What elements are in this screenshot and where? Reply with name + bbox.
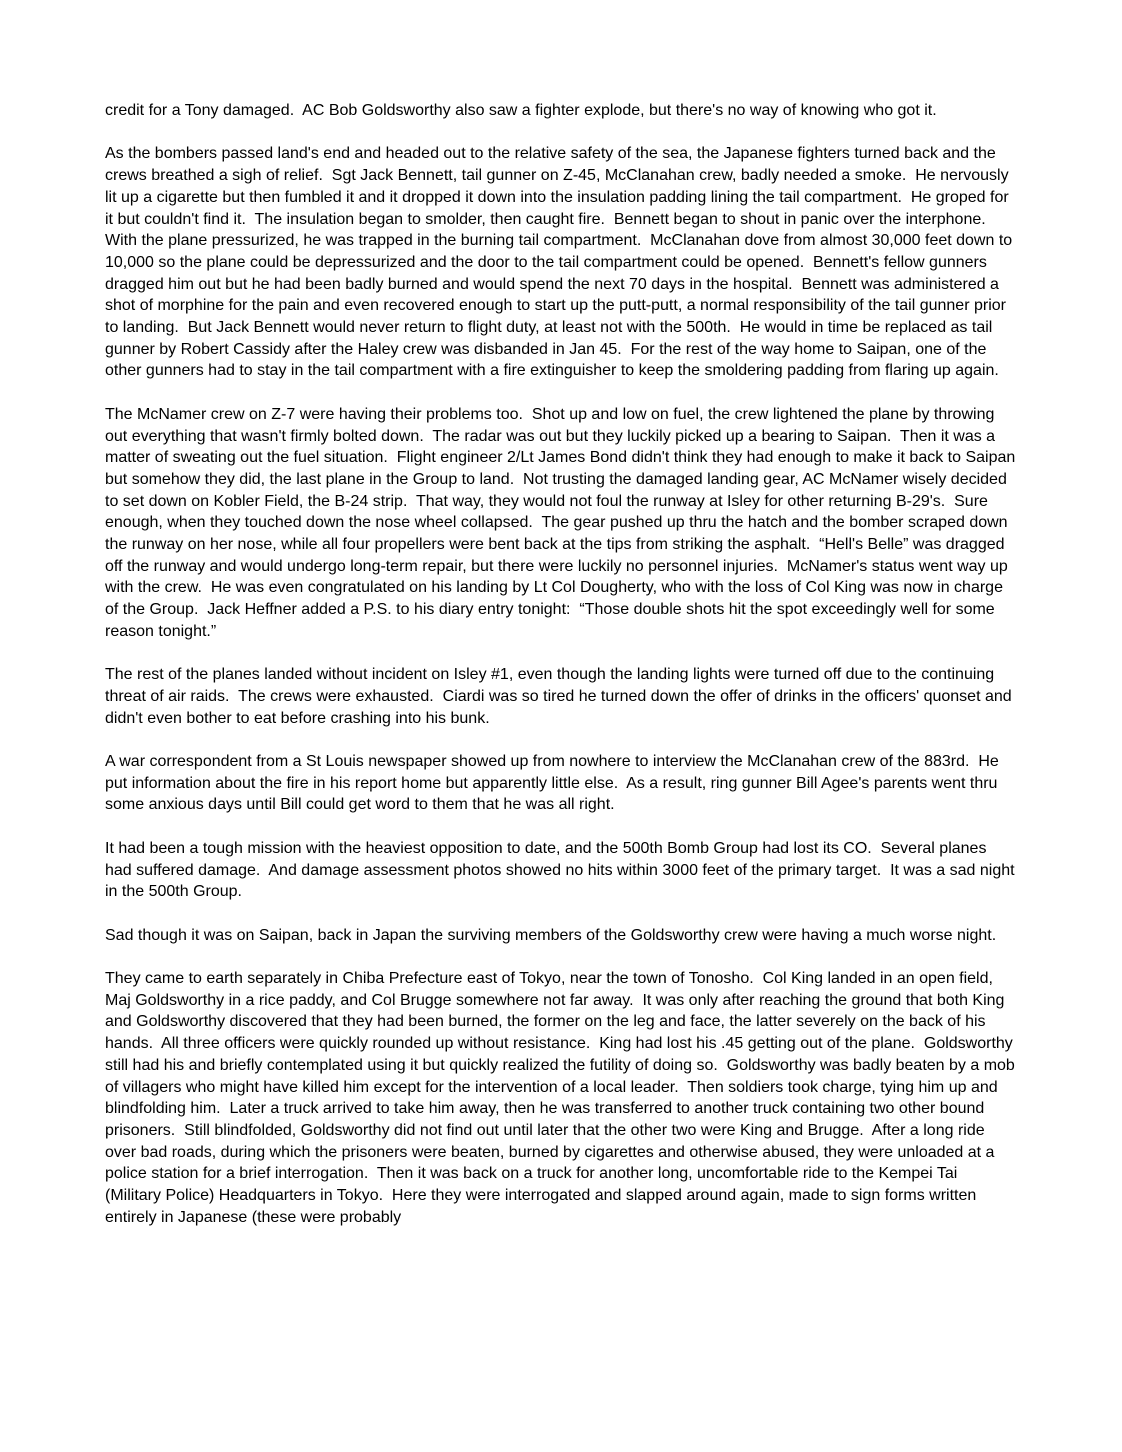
paragraph-bennett-fire: As the bombers passed land's end and headed out to the relative safety of the sea, the Japanese fighters turned back and the crews breathed a sigh of relief. Sgt Jack Bennett, tail gunner on Z-45, McClanahan crew, badly needed a smoke. He nervously lit up a cigarette but then fumbled it and it dropped it down into the insulation padding lining the tail compartment. He groped for it but couldn't find it. The insulation began to smolder, then caught fire. Bennett began to shout in panic over the interphone. With the plane pressurized, he was trapped in the burning tail compartment. McClanahan dove from almost 30,000 feet down to 10,000 so the plane could be depressurized and the door to the tail compartment could be opened. Bennett's fellow gunners dragged him out but he had been badly burned and would spend the next 70 days in the hospital. Bennett was administered a shot of morphine for the pain and even recovered enough to start up the putt-putt, a normal responsibility of the tail gunner prior to landing. But Jack Bennett would never return to flight duty, at least not with the 500th. He would in time be replaced as tail gunner by Robert Cassidy after the Haley crew was disbanded in Jan 45. For the rest of the way home to Saipan, one of the other gunners had to stay in the tail compartment with a fire extinguisher to keep the smoldering padding from flaring up again. — [105, 145, 1017, 380]
paragraph-goldsworthy-capture: They came to earth separately in Chiba Prefecture east of Tokyo, near the town of Tonosho. Col King landed in an open field, Maj Goldsworthy in a rice paddy, and Col Brugge somewhere not far away. It was only after reaching the ground that both King and Goldsworthy discovered that they had been burned, the former on the leg and face, the latter severely on the back of his hands. All three officers were quickly rounded up without resistance. King had lost his .45 getting out of the plane. Goldsworthy still had his and briefly contemplated using it but quickly realized the futility of doing so. Goldsworthy was badly beaten by a mob of villagers who might have killed him except for the intervention of a local leader. Then soldiers took charge, tying him up and blindfolding him. Later a truck arrived to take him away, then he was transferred to another truck containing two other bound prisoners. Still blindfolded, Goldsworthy did not find out until later that the other two were King and Brugge. After a long ride over bad roads, during which the prisoners were beaten, burned by cigarettes and otherwise abused, they were unloaded at a police station for a brief interrogation. Then it was back on a truck for another long, uncomfortable ride to the Kempei Tai (Military Police) Headquarters in Tokyo. Here they were interrogated and slapped around again, made to sign forms written entirely in Japanese (these were probably — [105, 970, 1020, 1226]
paragraph-credit-tony: credit for a Tony damaged. AC Bob Goldsworthy also saw a fighter explode, but there's no way of knowing who got it. — [105, 102, 937, 119]
paragraph-war-correspondent: A war correspondent from a St Louis newspaper showed up from nowhere to interview the McClanahan crew of the 883rd. He put information about the fire in his report home but apparently little else. As a result, ring gunner Bill Agee's parents went thru some anxious days until Bill could get word to them that he was all right. — [105, 753, 1004, 814]
paragraph-planes-landed: The rest of the planes landed without incident on Isley #1, even though the landing lights were turned off due to the continuing threat of air raids. The crews were exhausted. Ciardi was so tired he turned down the offer of drinks in the officers' quonset and didn't even bother to eat before crashing into his bunk. — [105, 666, 1017, 727]
paragraph-sad-saipan: Sad though it was on Saipan, back in Japan the surviving members of the Goldsworthy crew were having a much worse night. — [105, 926, 997, 944]
paragraph-tough-mission: It had been a tough mission with the heaviest opposition to date, and the 500th Bomb Group had lost its CO. Several planes had suffered damage. And damage assessment photos showed no hits within 3000 feet of the primary target. It was a sad night in the 500th Group. — [105, 839, 1020, 901]
paragraph-mcnamer-crew: The McNamer crew on Z-7 were having their problems too. Shot up and low on fuel, the crew lightened the plane by throwing out everything that wasn't firmly bolted down. The radar was out but they luckily picked up a bearing to Saipan. Then it was a matter of sweating out the fuel situation. Flight engineer 2/Lt James Bond didn't think they had enough to make it back to Saipan but somehow they did, the last plane in the Group to land. Not trusting the damaged landing gear, AC McNamer wisely decided to set down on Kobler Field, the B-24 strip. That way, they would not foul the runway at Isley for other returning B-29's. Sure enough, when they touched down the nose wheel collapsed. The gear pushed up thru the hatch and the bomber scraped down the runway on her nose, while all four propellers were bent back at the tips from striking the asphalt. “Hell's Belle” was dragged off the runway and would undergo long-term repair, but there were luckily no personnel injuries. McNamer's status went way up with the crew. He was even congratulated on his landing by Lt Col Dougherty, who with the loss of Col King was now in charge of the Group. Jack Heffner added a P.S. to his diary entry tonight: “Those double shots hit the spot exceedingly well for some reason tonight.” — [105, 405, 1020, 640]
